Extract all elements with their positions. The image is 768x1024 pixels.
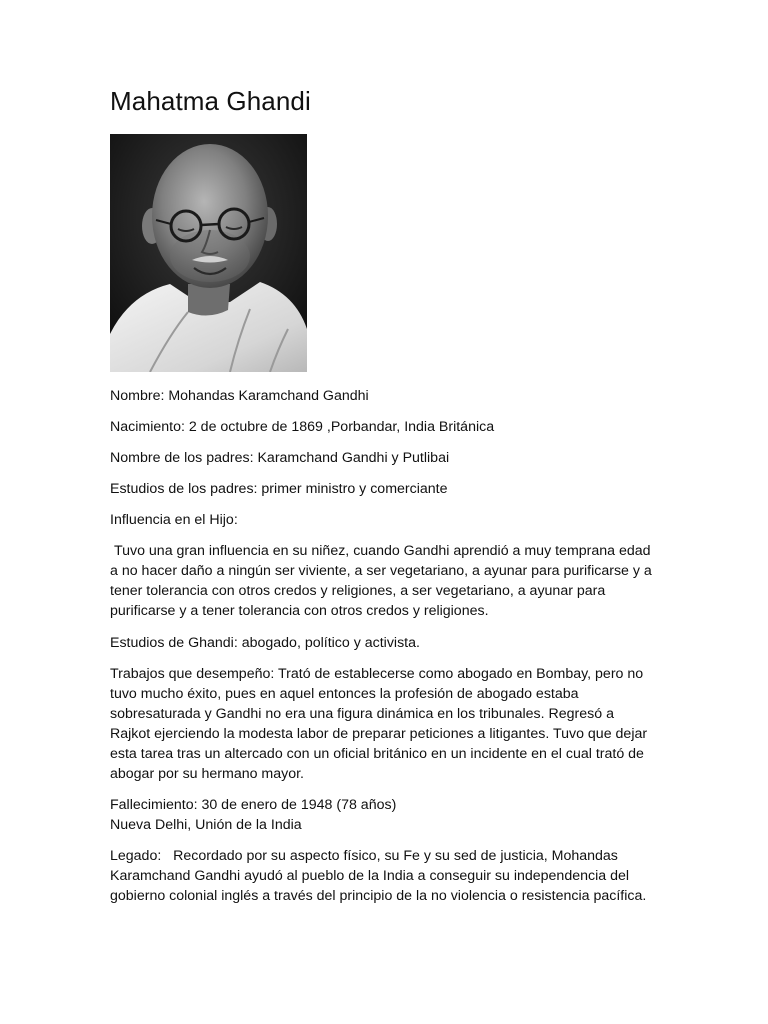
influence-paragraph: Tuvo una gran influencia en su niñez, cuando Gandhi aprendió a muy temprana edad a no hacer daño a ningún ser viviente, a ser vegetariano, a ayunar para purificarse y a tener tolerancia con otros credos y religiones, a ser vegetariano, a ayunar para purificarse y a tener tolerancia con otros credos y religiones. <box>110 543 656 619</box>
portrait-photo <box>110 134 307 372</box>
studies-paragraph: Estudios de Ghandi: abogado, político y activista. <box>110 635 420 651</box>
page-title: Mahatma Ghandi <box>110 86 311 116</box>
birth-paragraph: Nacimiento: 2 de octubre de 1869 ,Porbandar, India Británica <box>110 419 495 435</box>
death-paragraph <box>110 795 658 835</box>
death-place-line: Nueva Delhi, Unión de la India <box>110 817 302 833</box>
jobs-paragraph: Trabajos que desempeño: Trató de establecerse como abogado en Bombay, pero no tuvo mucho éxito, pues en aquel entonces la profesión de abogado estaba sobresaturada y Gandhi no era una figura dinámica en los tribunales. Regresó a Rajkot ejerciendo la modesta labor de preparar peticiones a litigantes. Tuvo que dejar esta tarea tras un altercado con un oficial británico en un incidente en el cual trató de abogar por su hermano mayor. <box>110 666 648 782</box>
name-paragraph: Nombre: Mohandas Karamchand Gandhi <box>110 388 369 404</box>
death-date-line: Fallecimiento: 30 de enero de 1948 (78 años) <box>110 797 397 813</box>
influence-heading: Influencia en el Hijo: <box>110 512 238 528</box>
legacy-paragraph: Legado: Recordado por su aspecto físico, su Fe y su sed de justicia, Mohandas Karamchand Gandhi ayudó al pueblo de la India a conseguir su independencia del gobierno colonial inglés a través del principio de la no violencia o resistencia pacífica. <box>110 848 647 904</box>
document-content <box>110 84 658 917</box>
parents-paragraph: Nombre de los padres: Karamchand Gandhi y Putlibai <box>110 450 450 466</box>
parents-studies-paragraph: Estudios de los padres: primer ministro y comerciante <box>110 481 448 497</box>
